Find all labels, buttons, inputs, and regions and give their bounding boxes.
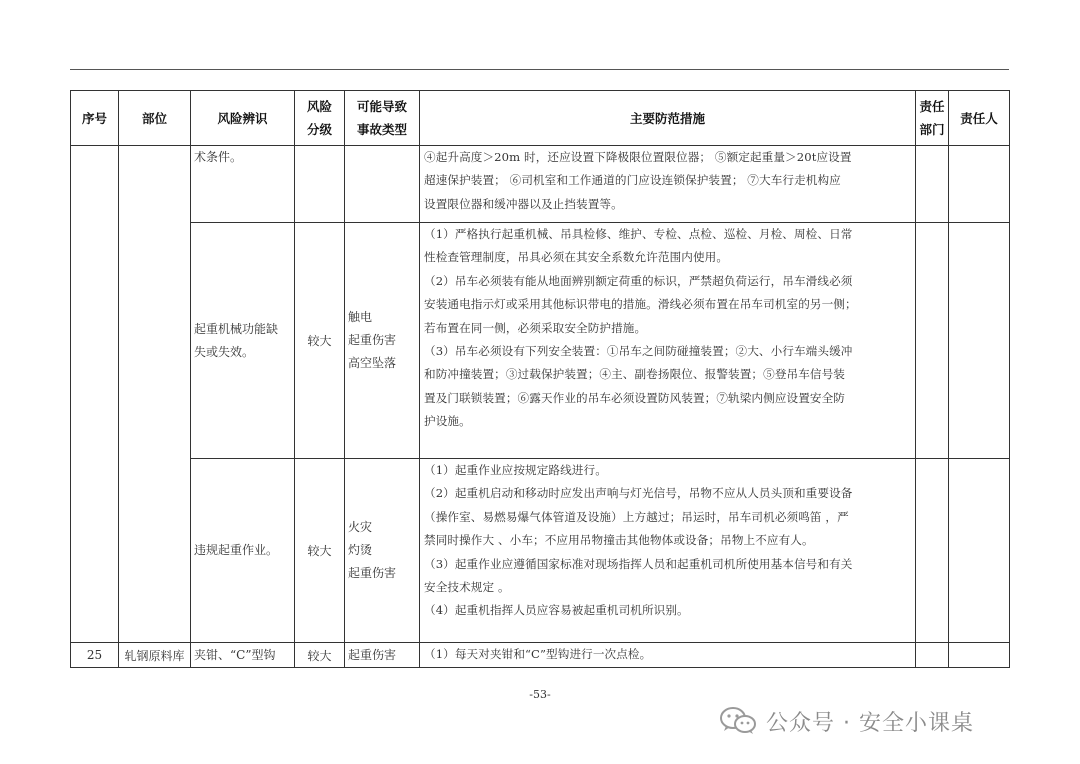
measure-line: 安装通电指示灯或采用其他标识带电的措施。滑线必须布置在吊车司机室的另一侧； xyxy=(424,297,857,312)
wechat-icon xyxy=(718,706,758,736)
cell-measures xyxy=(420,643,916,668)
header-grade-line: 分级 xyxy=(306,122,332,137)
cell-person xyxy=(949,643,1010,668)
measure-line: （3）吊车必须设有下列安全装置：①吊车之间防碰撞装置；②大、小行车端头缓冲 xyxy=(424,344,853,359)
measure-line: 禁同时操作大 、小车；不应用吊物撞击其他物体或设备；吊物上不应有人。 xyxy=(424,533,814,548)
measure-line: 和防冲撞装置；③过载保护装置；④主、副卷扬限位、报警装置；⑤登吊车信号装 xyxy=(424,367,845,382)
identification-line: 术条件。 xyxy=(194,150,243,164)
accident-type: 灼烫 xyxy=(348,543,373,557)
watermark-text: 公众号 · 安全小课桌 xyxy=(766,710,974,736)
measure-line: （2）吊车必须装有能从地面辨别额定荷重的标识，严禁超负荷运行，吊车滑线必须 xyxy=(424,273,853,288)
accident-type: 火灾 xyxy=(348,520,373,534)
accident-type: 起重伤害 xyxy=(348,647,397,662)
accident-type: 触电 xyxy=(348,310,373,324)
identification-line: 夹钳、“C”型钩 xyxy=(194,647,276,662)
cell-accident-types xyxy=(345,459,420,643)
accident-type: 起重伤害 xyxy=(348,566,397,580)
cell-department xyxy=(916,223,949,459)
cell-identification xyxy=(191,459,295,643)
measure-line: （2）起重机启动和移动时应发出声响与灯光信号，吊物不应从人员头顶和重要设备 xyxy=(424,486,853,501)
measure-line: 护设施。 xyxy=(424,414,471,429)
measure-line: 性检查管理制度，吊具必须在其安全系数允许范围内使用。 xyxy=(424,250,729,265)
header-accident-types xyxy=(345,91,420,146)
table-row xyxy=(71,459,1010,643)
header-measures: 主要防范措施 xyxy=(420,91,916,146)
header-part: 部位 xyxy=(119,91,191,146)
header-grade xyxy=(295,91,345,146)
cell-part: 轧钢原料库 xyxy=(119,643,191,668)
table-row xyxy=(71,643,1010,668)
measure-line: （1）严格执行起重机械、吊具检修、维护、专检、点检、巡检、月检、周检、日常 xyxy=(424,227,853,241)
header-person: 责任人 xyxy=(949,91,1010,146)
measure-line: （1）每天对夹钳和“C”型钩进行一次点检。 xyxy=(424,647,652,662)
header-department-line: 部门 xyxy=(919,122,945,137)
measure-line: 若布置在同一侧，必须采取安全防护措施。 xyxy=(424,320,647,335)
identification-line: 失或失效。 xyxy=(194,344,255,359)
cell-person xyxy=(949,223,1010,459)
cell-accident-types xyxy=(345,223,420,459)
measure-line: （操作室、易燃易爆气体管道及设施）上方越过；吊运时，吊车司机必须鸣笛 ，严 xyxy=(424,509,849,524)
measure-line: （1）起重作业应按规定路线进行。 xyxy=(424,463,607,477)
header-accident-line: 事故类型 xyxy=(356,122,407,137)
cell-grade: 较大 xyxy=(295,459,345,643)
cell-identification xyxy=(191,223,295,459)
table-row xyxy=(71,223,1010,459)
measure-line: 超速保护装置； ⑥司机室和工作通道的门应设连锁保护装置； ⑦大车行走机构应 xyxy=(424,173,841,188)
cell-seq: 25 xyxy=(71,643,119,668)
accident-type: 高空坠落 xyxy=(348,356,397,370)
cell-identification xyxy=(191,643,295,668)
header-grade-line: 风险 xyxy=(306,99,332,114)
page-number: -53- xyxy=(529,688,551,701)
measure-line: ④起升高度＞20m 时，还应设置下降极限位置限位器； ⑤额定起重量＞20t应设置 xyxy=(424,150,852,164)
cell-measures xyxy=(420,223,916,459)
watermark xyxy=(718,704,974,738)
measure-line: 安全技术规定 。 xyxy=(424,580,510,595)
cell-department xyxy=(916,459,949,643)
cell-accident-types xyxy=(345,146,420,223)
header-rule xyxy=(70,69,1009,70)
identification-line: 违规起重作业。 xyxy=(194,543,279,557)
measure-line: 设置限位器和缓冲器以及止挡装置等。 xyxy=(424,196,623,211)
table-row xyxy=(71,146,1010,223)
cell-grade xyxy=(295,146,345,223)
cell-measures xyxy=(420,146,916,223)
risk-table xyxy=(70,90,1010,668)
identification-line: 起重机械功能缺 xyxy=(194,321,279,336)
cell-measures xyxy=(420,459,916,643)
header-row xyxy=(71,91,1010,146)
cell-identification xyxy=(191,146,295,223)
header-seq: 序号 xyxy=(71,91,119,146)
header-identification: 风险辨识 xyxy=(191,91,295,146)
measure-line: （3）起重作业应遵循国家标准对现场指挥人员和起重机司机所使用基本信号和有关 xyxy=(424,556,853,571)
header-department xyxy=(916,91,949,146)
header-accident-line: 可能导致 xyxy=(356,99,407,114)
cell-seq xyxy=(71,146,119,643)
header-department-line: 责任 xyxy=(919,99,945,114)
cell-department xyxy=(916,643,949,668)
cell-part xyxy=(119,146,191,643)
measure-line: 置及门联锁装置；⑥露天作业的吊车必须设置防风装置；⑦轨梁内侧应设置安全防 xyxy=(424,390,845,405)
cell-person xyxy=(949,146,1010,223)
cell-accident-types xyxy=(345,643,420,668)
cell-person xyxy=(949,459,1010,643)
cell-grade: 较大 xyxy=(295,223,345,459)
cell-grade: 较大 xyxy=(295,643,345,668)
cell-department xyxy=(916,146,949,223)
accident-type: 起重伤害 xyxy=(348,333,397,347)
measure-line: （4）起重机指挥人员应容易被起重机司机所识别。 xyxy=(424,603,689,618)
